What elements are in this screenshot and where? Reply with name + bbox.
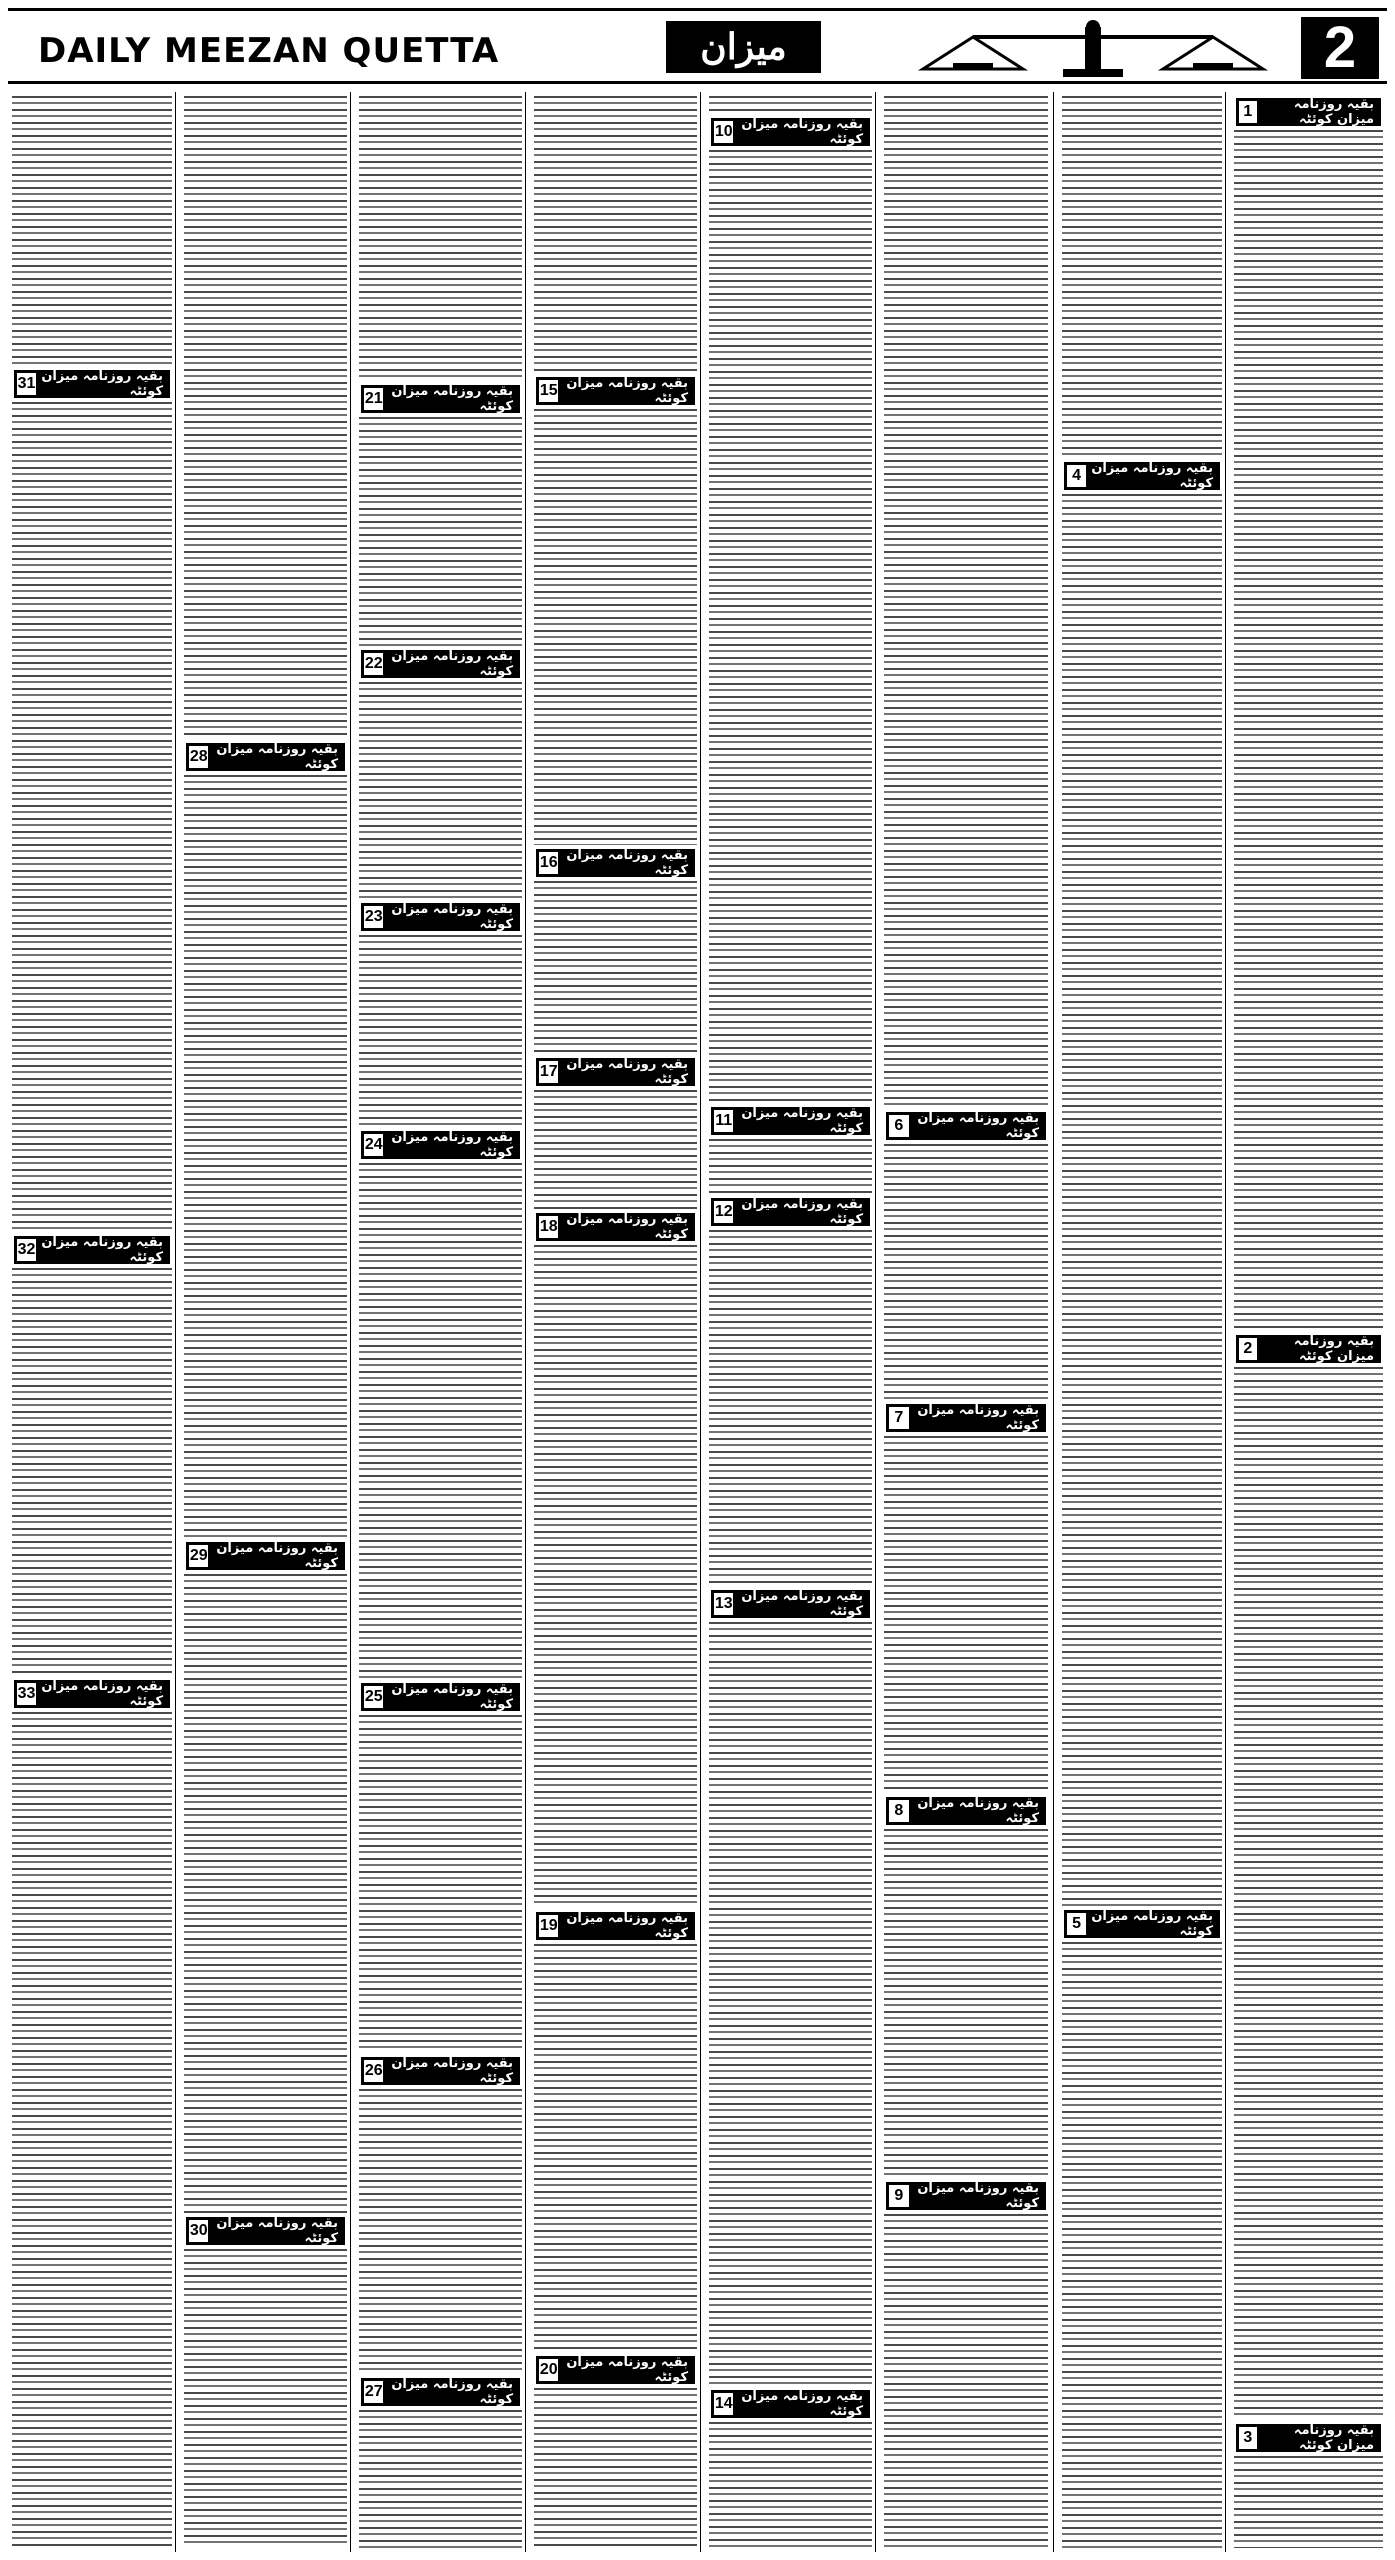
continuation-heading [1236, 2424, 1381, 2452]
news-column [880, 92, 1052, 2552]
news-column [355, 92, 526, 2552]
continuation-heading [361, 650, 520, 678]
continuation-heading [711, 118, 870, 146]
continuation-heading [361, 1131, 520, 1159]
article-text [1062, 494, 1222, 1906]
continuation-heading [536, 2356, 695, 2384]
masthead-title: DAILY MEEZAN QUETTA [38, 31, 500, 71]
continuation-number: 9 [889, 2185, 909, 2207]
continuation-number: 28 [189, 746, 208, 768]
continuation-label: بقیہ روزنامہ میزان کوئٹہ [216, 1541, 338, 1571]
news-column [530, 92, 701, 2552]
article-text [12, 1268, 172, 1676]
continuation-heading [711, 1590, 870, 1618]
news-column [8, 92, 176, 2552]
continuation-number: 24 [364, 1134, 383, 1156]
continuation-heading [536, 377, 695, 405]
article-text [359, 2410, 522, 2548]
article-text [1062, 96, 1222, 458]
article-text [534, 409, 697, 845]
continuation-number: 14 [714, 2393, 733, 2415]
article-text [884, 1829, 1048, 2178]
article-text [884, 1436, 1048, 1793]
continuation-heading [361, 1683, 520, 1711]
article-text [1234, 1367, 1383, 2420]
continuation-label: بقیہ روزنامہ میزان کوئٹہ [391, 902, 513, 932]
continuation-heading [886, 2182, 1046, 2210]
article-text [359, 2089, 522, 2374]
continuation-heading [361, 903, 520, 931]
continuation-heading [536, 1912, 695, 1940]
article-text [359, 1163, 522, 1679]
continuation-heading [1064, 1910, 1220, 1938]
continuation-number: 25 [364, 1686, 383, 1708]
article-text [534, 1245, 697, 1908]
continuation-number: 8 [889, 1800, 909, 1822]
continuation-number: 20 [539, 2359, 558, 2381]
continuation-number: 3 [1239, 2427, 1257, 2449]
continuation-number: 10 [714, 121, 733, 143]
continuation-label: بقیہ روزنامہ میزان کوئٹہ [391, 649, 513, 679]
continuation-label: بقیہ روزنامہ میزان کوئٹہ [391, 1682, 513, 1712]
article-text [359, 1715, 522, 2053]
article-text [1062, 1942, 1222, 2548]
article-text [184, 775, 347, 1538]
continuation-label: بقیہ روزنامہ میزان کوئٹہ [1293, 2423, 1374, 2453]
continuation-heading [886, 1112, 1046, 1140]
continuation-label: بقیہ روزنامہ میزان کوئٹہ [741, 117, 863, 147]
continuation-label: بقیہ روزنامہ میزان کوئٹہ [41, 1235, 163, 1265]
article-text [534, 881, 697, 1054]
article-text [534, 96, 697, 373]
scales-of-justice-icon [913, 19, 1273, 79]
article-text [709, 1622, 872, 2386]
continuation-label: بقیہ روزنامہ میزان کوئٹہ [216, 742, 338, 772]
continuation-heading [14, 1680, 170, 1708]
continuation-heading [886, 1797, 1046, 1825]
continuation-label: بقیہ روزنامہ میزان کوئٹہ [741, 1106, 863, 1136]
continuation-number: 5 [1067, 1913, 1086, 1935]
masthead-logo: میزان [666, 21, 821, 73]
continuation-label: بقیہ روزنامہ میزان کوئٹہ [1293, 97, 1374, 127]
continuation-label: بقیہ روزنامہ میزان کوئٹہ [1091, 1909, 1213, 1939]
news-column [1230, 92, 1387, 2552]
continuation-label: بقیہ روزنامہ میزان کوئٹہ [391, 2056, 513, 2086]
article-text [1234, 130, 1383, 1331]
continuation-number: 15 [539, 380, 558, 402]
continuation-label: بقیہ روزنامہ میزان کوئٹہ [741, 1197, 863, 1227]
continuation-label: بقیہ روزنامہ میزان کوئٹہ [216, 2216, 338, 2246]
continuation-heading [711, 1107, 870, 1135]
continuation-number: 27 [364, 2381, 383, 2403]
continuation-label: بقیہ روزنامہ میزان کوئٹہ [917, 1111, 1039, 1141]
news-column [1058, 92, 1226, 2552]
continuation-number: 13 [714, 1593, 733, 1615]
continuation-number: 22 [364, 653, 383, 675]
continuation-heading [536, 1213, 695, 1241]
continuation-number: 21 [364, 388, 383, 410]
continuation-number: 19 [539, 1915, 558, 1937]
continuation-number: 2 [1239, 1338, 1257, 1360]
continuation-label: بقیہ روزنامہ میزان کوئٹہ [1091, 461, 1213, 491]
continuation-heading [14, 1236, 170, 1264]
continuation-label: بقیہ روزنامہ میزان کوئٹہ [917, 2181, 1039, 2211]
continuation-label: بقیہ روزنامہ میزان کوئٹہ [741, 1589, 863, 1619]
continuation-heading [186, 743, 345, 771]
article-text [1234, 2456, 1383, 2548]
continuation-label: بقیہ روزنامہ میزان کوئٹہ [391, 1130, 513, 1160]
article-text [359, 96, 522, 381]
continuation-number: 1 [1239, 101, 1257, 123]
continuation-heading [886, 1404, 1046, 1432]
page-number: 2 [1301, 17, 1379, 79]
continuation-label: بقیہ روزنامہ میزان کوئٹہ [917, 1796, 1039, 1826]
continuation-heading [1236, 1335, 1381, 1363]
continuation-heading [361, 2378, 520, 2406]
news-column [705, 92, 876, 2552]
continuation-number: 11 [714, 1110, 733, 1132]
article-text [534, 2388, 697, 2548]
continuation-number: 31 [17, 373, 36, 395]
continuation-number: 16 [539, 852, 558, 874]
continuation-number: 17 [539, 1061, 558, 1083]
continuation-heading [536, 849, 695, 877]
continuation-heading [536, 1058, 695, 1086]
continuation-number: 23 [364, 906, 383, 928]
continuation-number: 30 [189, 2220, 208, 2242]
continuation-label: بقیہ روزنامہ میزان کوئٹہ [41, 369, 163, 399]
continuation-number: 18 [539, 1216, 558, 1238]
article-text [12, 96, 172, 366]
continuation-heading [14, 370, 170, 398]
article-text [884, 2214, 1048, 2548]
article-text [184, 1574, 347, 2213]
article-text [709, 150, 872, 1103]
article-text [359, 417, 522, 646]
continuation-number: 26 [364, 2060, 383, 2082]
article-text [709, 96, 872, 114]
masthead [8, 8, 1387, 84]
continuation-heading [711, 1198, 870, 1226]
continuation-label: بقیہ روزنامہ میزان کوئٹہ [566, 1212, 688, 1242]
article-text [184, 96, 347, 739]
article-text [359, 935, 522, 1127]
continuation-label: بقیہ روزنامہ میزان کوئٹہ [391, 384, 513, 414]
continuation-label: بقیہ روزنامہ میزان کوئٹہ [391, 2377, 513, 2407]
continuation-heading [1236, 98, 1381, 126]
continuation-label: بقیہ روزنامہ میزان کوئٹہ [1293, 1334, 1374, 1364]
article-text [709, 1230, 872, 1586]
continuation-label: بقیہ روزنامہ میزان کوئٹہ [566, 1057, 688, 1087]
continuation-heading [361, 2057, 520, 2085]
continuation-label: بقیہ روزنامہ میزان کوئٹہ [741, 2389, 863, 2419]
column-divider [1053, 92, 1054, 2552]
continuation-label: بقیہ روزنامہ میزان کوئٹہ [566, 848, 688, 878]
continuation-heading [186, 2217, 345, 2245]
article-text [709, 1139, 872, 1194]
continuation-label: بقیہ روزنامہ میزان کوئٹہ [566, 376, 688, 406]
article-text [184, 2249, 347, 2548]
continuation-number: 33 [17, 1683, 36, 1705]
continuation-number: 12 [714, 1201, 733, 1223]
article-text [534, 1944, 697, 2352]
continuation-number: 6 [889, 1115, 909, 1137]
article-text [12, 1712, 172, 2548]
article-text [884, 96, 1048, 1108]
continuation-number: 4 [1067, 465, 1086, 487]
article-text [884, 1144, 1048, 1400]
continuation-label: بقیہ روزنامہ میزان کوئٹہ [917, 1403, 1039, 1433]
continuation-label: بقیہ روزنامہ میزان کوئٹہ [566, 1911, 688, 1941]
article-text [359, 682, 522, 899]
continuation-number: 7 [889, 1407, 909, 1429]
continuation-heading [1064, 462, 1220, 490]
continuation-label: بقیہ روزنامہ میزان کوئٹہ [566, 2355, 688, 2385]
continuation-label: بقیہ روزنامہ میزان کوئٹہ [41, 1679, 163, 1709]
continuation-heading [186, 1542, 345, 1570]
continuation-heading [711, 2390, 870, 2418]
article-text [534, 1090, 697, 1209]
continuation-number: 29 [189, 1545, 208, 1567]
continuation-number: 32 [17, 1239, 36, 1261]
article-text [709, 2422, 872, 2548]
news-column [180, 92, 351, 2552]
article-text [12, 402, 172, 1232]
continuation-heading [361, 385, 520, 413]
